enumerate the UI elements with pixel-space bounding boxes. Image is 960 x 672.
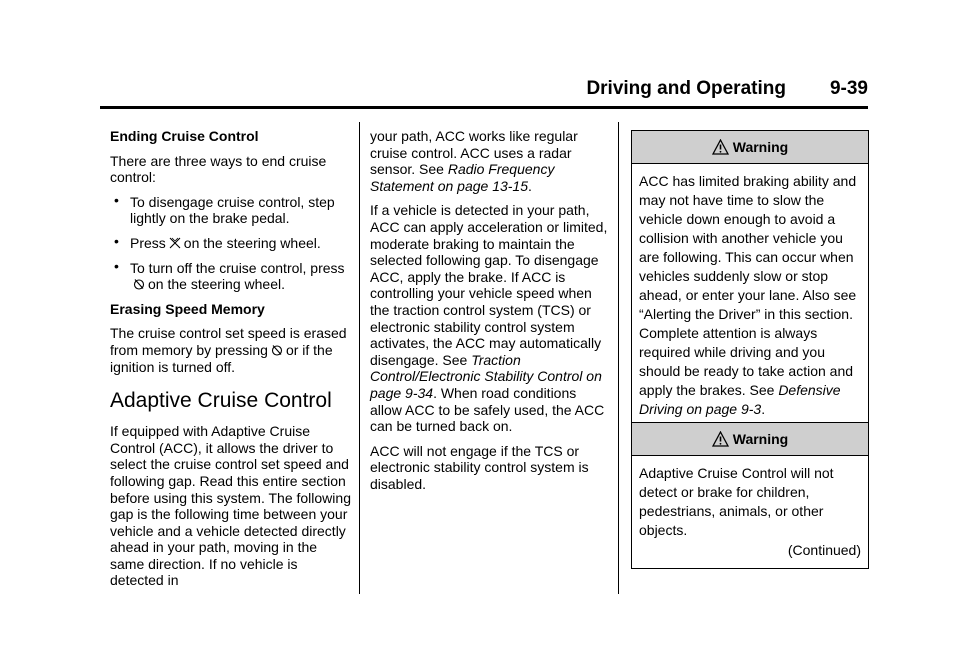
- warning-body: Adaptive Cruise Control will not detect or brake for children, pedestrians, animals, or other objects. (Continued): [639, 465, 861, 558]
- warning-body: ACC has limited braking ability and may not have time to slow the vehicle down enough to avoid a collision with another vehicle you are following. This can occur when vehicles suddenly slow or stop ahead, or enter your lane. Also see “Alerting the Driver” in this section. Complete attention is always required while driving and you should be ready to take action and apply the brakes. See Defensive Driving on page 9-3.: [639, 173, 857, 417]
- cancel-icon: [169, 237, 181, 249]
- warning-label: Warning: [732, 431, 789, 447]
- warning-triangle-icon: [712, 431, 729, 447]
- paragraph: ACC will not engage if the TCS or electronic stability control system is disabled.: [370, 442, 589, 492]
- paragraph: If equipped with Adaptive Cruise Control (ACC), it allows the driver to select the cruise control set speed and following gap. Read this entire section before using this system. The following gap is the following time between your vehicle and a vehicle detected directly ahead in your path, moving in the same direction. If no vehicle is detected in: [110, 423, 351, 589]
- paragraph: There are three ways to end cruise control:: [110, 152, 327, 186]
- list-item: • Press on the steering wheel.: [110, 235, 352, 252]
- paragraph: If a vehicle is detected in your path, ACC can apply acceleration or limited, moderate braking to maintain the selected following gap. To disengage ACC, apply the brake. If ACC is controlling your vehicle speed when the traction control system (TCS) or electronic stability control system activates, the ACC may automatically disengage. See Traction Control/Electronic Stability Control on page 9-34. When road conditions allow ACC to be safely used, the ACC can be turned back on.: [370, 202, 608, 435]
- bullet-list: [110, 194, 352, 293]
- cross-reference-link[interactable]: Traction Control/Electronic Stability Control on page 9-34: [370, 351, 602, 401]
- paragraph: The cruise control set speed is erased from memory by pressing or if the ignition is turned off.: [110, 325, 347, 375]
- column-middle: [370, 128, 608, 500]
- column-left: [110, 128, 352, 597]
- warning-label: Warning: [732, 139, 789, 155]
- cross-reference-link[interactable]: Defensive Driving on page 9-3: [639, 382, 841, 417]
- cross-reference-link[interactable]: Radio Frequency Statement on page 13-15: [370, 161, 555, 194]
- warning-box: [631, 422, 869, 569]
- page-header: [100, 78, 868, 109]
- page-number: 9-39: [829, 78, 868, 99]
- section-title: Adaptive Cruise Control: [110, 389, 332, 413]
- warning-header: [632, 423, 868, 456]
- list-item: • To turn off the cruise control, presson the steering wheel.: [110, 260, 352, 293]
- cruise-onoff-icon: [271, 344, 283, 356]
- paragraph: your path, ACC works like regular cruise control. ACC uses a radar sensor. See Radio Frequency Statement on page 13-15.: [370, 128, 578, 194]
- continued-label: (Continued): [787, 542, 861, 558]
- list-item: • To disengage cruise control, step lightly on the brake pedal.: [110, 194, 352, 227]
- warning-triangle-icon: [712, 139, 729, 155]
- warning-box: [631, 130, 869, 428]
- subheading-ending: Ending Cruise Control: [110, 128, 259, 144]
- header-title: Driving and Operating: [586, 78, 786, 99]
- subheading-erasing: Erasing Speed Memory: [110, 300, 265, 317]
- warning-header: [632, 131, 868, 164]
- column-divider: [618, 122, 619, 594]
- column-divider: [359, 122, 360, 594]
- cruise-onoff-icon: [133, 278, 145, 290]
